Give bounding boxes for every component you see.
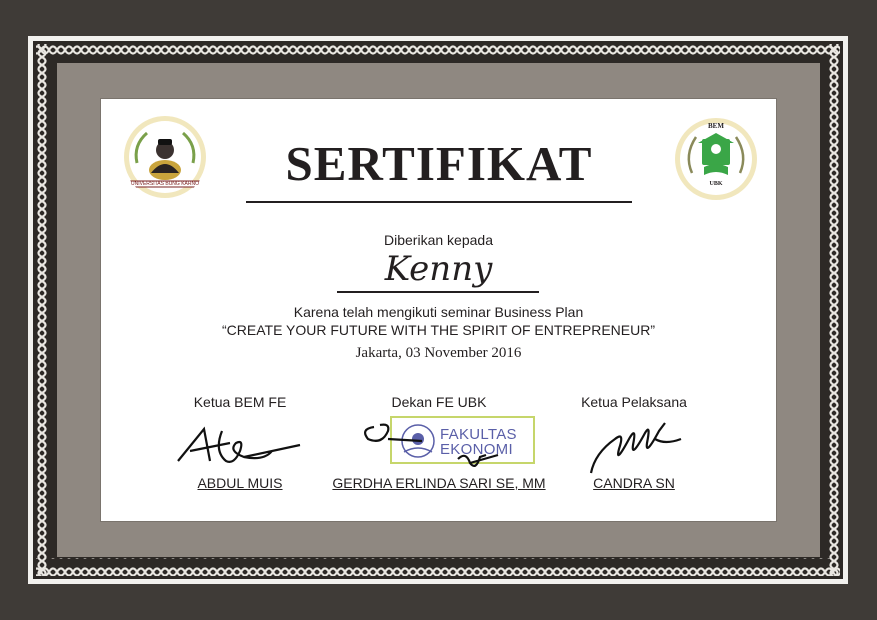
svg-text:UNIVERSITAS BUNG KARNO: UNIVERSITAS BUNG KARNO [131, 181, 199, 187]
signatory-ketua-pelaksana [555, 393, 713, 503]
left-logo-ribbon-text [125, 179, 205, 187]
place-and-date: Jakarta, 03 November 2016 [355, 345, 522, 361]
signatory-name: ABDUL MUIS [197, 475, 283, 491]
recipient-name-underline [337, 291, 539, 293]
certificate-reason [180, 303, 697, 339]
recipient-name: Kenny [384, 249, 493, 289]
signature-mark [174, 421, 304, 469]
certificate-title: SERTIFIKAT [285, 136, 593, 191]
reason-line-2: “CREATE YOUR FUTURE WITH THE SPIRIT OF ENTREPRENEUR” [222, 322, 655, 338]
signatory-role: Ketua Pelaksana [581, 394, 687, 410]
title-underline [246, 201, 632, 203]
stamp-line-1: FAKULTAS [440, 426, 517, 443]
signatory-role: Dekan FE UBK [391, 394, 487, 410]
signature-mark [358, 415, 518, 471]
signatory-ketua-bem [170, 393, 310, 503]
signatory-name: CANDRA SN [593, 475, 675, 491]
reason-line-1: Karena telah mengikuti seminar Business Plan [293, 304, 584, 320]
given-to-label: Diberikan kepada [384, 232, 493, 248]
bem-logo-text-top: BEM [708, 122, 724, 130]
bem-logo-text-bottom: UBK [709, 181, 723, 187]
signatory-dekan [318, 393, 560, 503]
signatory-role: Ketua BEM FE [193, 394, 287, 410]
signature-mark [585, 409, 685, 479]
stamp-line-2: EKONOMI [440, 441, 513, 458]
signatory-name: GERDHA ERLINDA SARI SE, MM [332, 475, 546, 491]
